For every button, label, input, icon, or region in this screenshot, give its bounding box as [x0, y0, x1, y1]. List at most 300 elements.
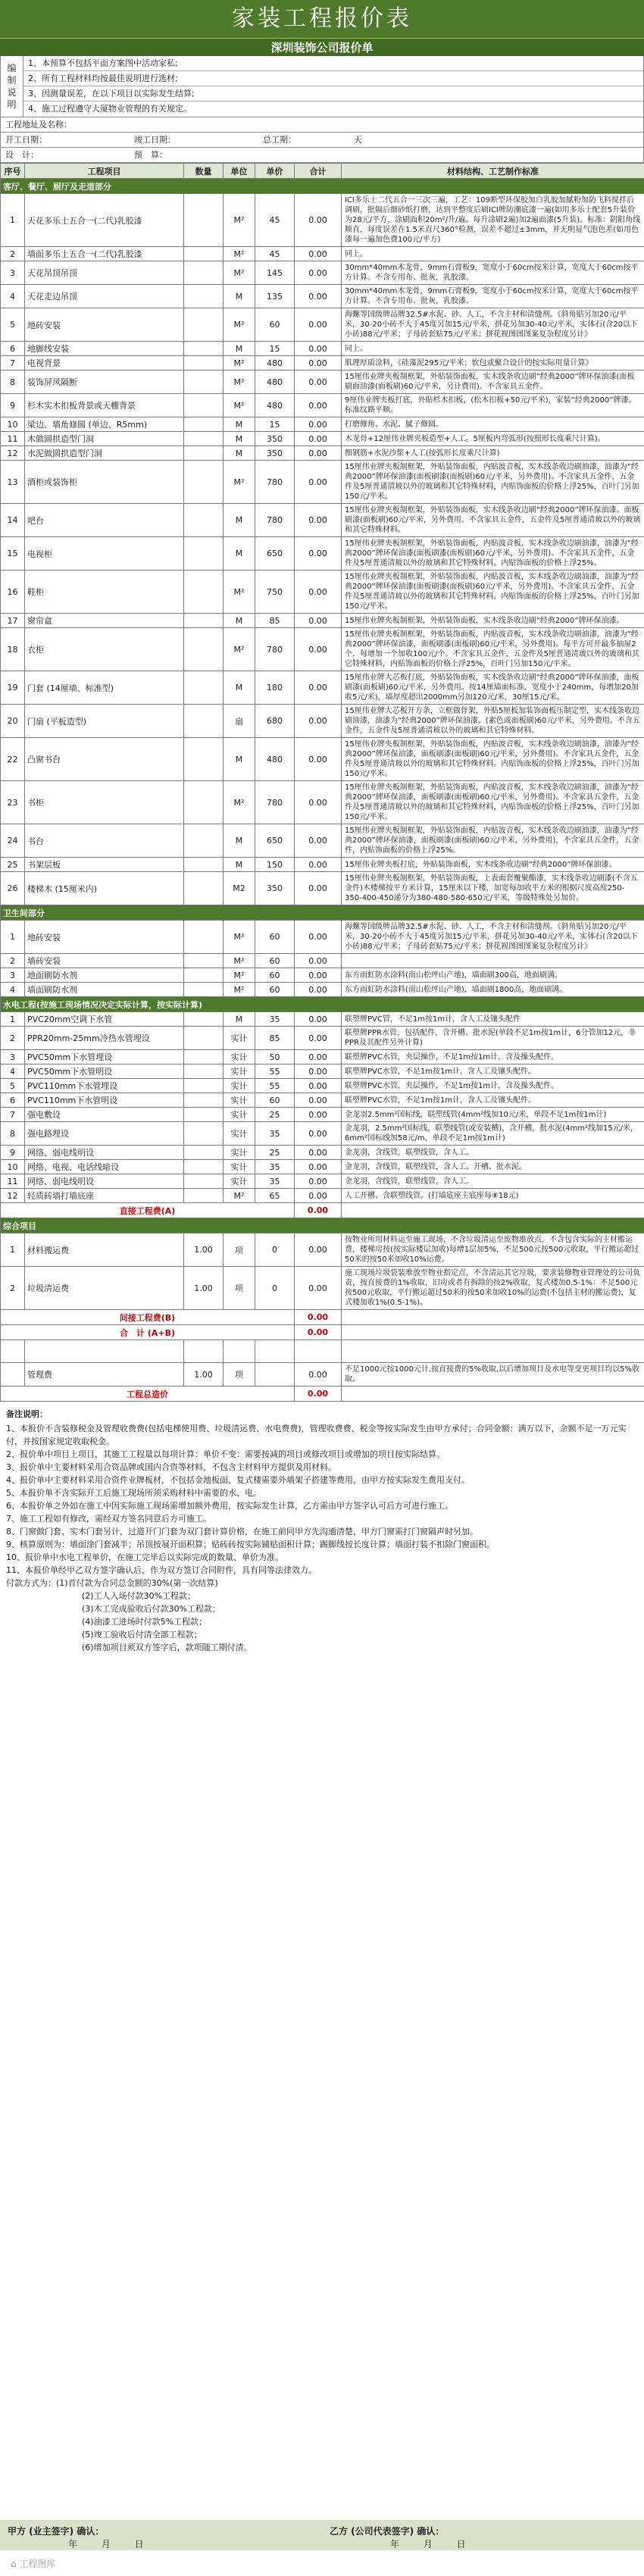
quantity	[184, 356, 224, 370]
item-name: PPR20mm-25mm冷热水管埋设	[25, 1027, 184, 1050]
quantity: 1.00	[184, 1233, 224, 1267]
table-row	[1, 705, 644, 738]
unit-price: 135	[255, 285, 295, 308]
unit: 实计	[224, 1146, 255, 1160]
section-header	[1, 905, 644, 921]
item-name: PVC20mm空调下水管	[25, 1012, 184, 1027]
table-row	[1, 1050, 644, 1064]
quantity	[184, 1064, 224, 1079]
quantity	[184, 1108, 224, 1122]
item-name: 吧台	[25, 504, 184, 537]
signature-row	[0, 2520, 644, 2550]
unit: 实计	[224, 1108, 255, 1122]
col-header: 合计	[295, 164, 342, 179]
row-index: 23	[1, 781, 25, 824]
unit-price: 25	[255, 1108, 295, 1122]
row-total: 0.00	[295, 1174, 342, 1189]
unit-price: 0	[255, 1233, 295, 1267]
unit-price: 780	[255, 504, 295, 537]
item-name: 窗帘盒	[25, 614, 184, 628]
item-name: 地砖安装	[25, 308, 184, 342]
item-name: 墙砖安装	[25, 954, 184, 968]
unit-price: 60	[255, 983, 295, 997]
material-standard: 金龙羽，2.5mm²国标线，联塑线管(或安装槽)，含开槽，批水泥(4mm²线加15元/米，6mm²国标线加58元/m，单段不足1m按1m计)	[342, 1122, 644, 1146]
row-index: 7	[1, 356, 25, 370]
section-title: 水电工程(按施工现场情况决定实际计算，按实际计算)	[1, 997, 644, 1012]
row-index: 3	[1, 968, 25, 983]
unit: M²	[224, 781, 255, 824]
row-total: 0.00	[295, 308, 342, 342]
payment-list	[6, 1590, 638, 1654]
quantity	[184, 308, 224, 342]
unit: M	[224, 671, 255, 705]
row-index: 25	[1, 858, 25, 872]
unit: M²	[224, 968, 255, 983]
row-total: 0.00	[295, 356, 342, 370]
item-name: 网络、弱电线明设	[25, 1174, 184, 1189]
remark-item: 3、报价单中主要材料采用合资品牌或国内合资等材料，不包含主材料甲方提供及用材料。	[6, 1462, 336, 1472]
quantity	[184, 537, 224, 571]
unit-price: 150	[255, 858, 295, 872]
unit: M2	[224, 872, 255, 905]
quantity	[184, 614, 224, 628]
material-standard: 打磨修角、水泥、腻子修圆。	[342, 417, 644, 432]
unit-price: 35	[255, 1122, 295, 1146]
row-index: 4	[1, 983, 25, 997]
table-row	[1, 1174, 644, 1189]
item-name: PVC110mm下水管明设	[25, 1093, 184, 1108]
row-index: 22	[1, 738, 25, 781]
quantity	[184, 1174, 224, 1189]
quantity	[184, 1079, 224, 1093]
col-header: 数量	[184, 164, 224, 179]
table-row	[1, 342, 644, 356]
row-total: 0.00	[295, 781, 342, 824]
item-name: 衣柜	[25, 628, 184, 671]
blank	[342, 1203, 644, 1218]
unit-price: 60	[255, 308, 295, 342]
table-row	[1, 824, 644, 858]
row-index: 8	[1, 1122, 25, 1146]
date-row: 开工日期： 竣工日期： 总工期： 天	[0, 133, 644, 148]
table-row	[1, 872, 644, 905]
material-standard: 15厘伟业牌夹板制框架，外贴装饰面板，实木线条收边刷“经典2000”牌环保油漆。	[342, 614, 644, 628]
table-row	[1, 1093, 644, 1108]
material-standard: 15厘伟业牌夹板制框架，外贴装饰面板，内贴波音板，实木线条收边刷油漆，油漆为“经典2000”牌环保油漆，面板刷漆(面板刷)60元/平米，另外费用)。不含家具五金件，五金件及5厘普通清玻以外的玻璃和其它特殊材料。内贴饰面板的价格上浮25%，百叶门另加150元/平米。	[342, 738, 644, 781]
payment-item: (5)竣工验收后付清全部工程款；	[82, 1630, 202, 1640]
material-standard: 15厘伟业牌夹板制框架，外贴装饰面板，内贴波音板，实木线条收边刷油漆，油漆为“经典2000”牌环保油漆，面板刷漆(面板刷)60元/平米，另外费用)。不含家具五金件，五金件及5厘普通清玻以外的玻璃和其它特殊材料，内贴饰面板的价格上浮25%，百叶门另加150元/平米。	[342, 781, 644, 824]
row-total: 0.00	[295, 446, 342, 461]
row-index: 4	[1, 285, 25, 308]
unit: M	[224, 504, 255, 537]
quantity	[184, 858, 224, 872]
quantity	[184, 1027, 224, 1050]
item-name: PVC110mm下水管埋设	[25, 1079, 184, 1093]
material-standard: 海螺等国级牌品牌32.5#水泥、砂、人工，不含主材和清缝剂。《斜角贴另加20元/平米，30-20小砖不大于45度另加15元/平米，拼花另加30-40元/平米，实体石(含20以下小砖)88元/平米；子母砖套贴75元/平米；拼花视图图图案复杂程度另计》	[342, 308, 644, 342]
material-standard: 海螺等国级牌品牌32.5#水泥、砂、人工，不含主材和清缝剂。《斜角贴另加20元/平米，30-20小砖不大于45度另加15元/平米，拼花另加30-40元/平米，实体石(含20以下小砖)88元/平米；子母砖套贴75元/平米；拼花视图图图案复杂程度另计》	[342, 921, 644, 954]
blank	[25, 1340, 184, 1363]
subtotal-label: 直接工程费(A)	[1, 1203, 295, 1218]
unit-price: 680	[255, 705, 295, 738]
unit-price: 15	[255, 417, 295, 432]
unit-price: 85	[255, 614, 295, 628]
row-total: 0.00	[295, 824, 342, 858]
material-standard: 15厘伟业牌大芯板开方条，立框做骨架，外贴5厘板加装饰面板压制定型，实木线条收边刷油漆，油漆为“经典2000”牌环保油漆。(素色或面板刷)60元/平米，另外费用。不含五金件，五金件及5厘普通清玻以外的玻璃和其它特殊材料。	[342, 705, 644, 738]
direct-cost-row	[1, 1203, 644, 1218]
row-total: 0.00	[295, 394, 342, 417]
row-total: 0.00	[295, 1064, 342, 1079]
material-standard: 30mm*40mm木龙骨，9mm石膏板9，宽度小于60cm按米计算，宽度大于60cm按平方计算。不含专用布、批灰，乳胶漆。	[342, 261, 644, 285]
remark-item: 8、门窗做门套、实木门套另计，过道开门门套为双门套计算价格，在施工前同甲方先沟通清楚，甲方门窗需打门窗隔声时另加。	[6, 1527, 478, 1537]
quantity	[184, 571, 224, 614]
row-index: 3	[1, 261, 25, 285]
item-name: 地脚线安装	[25, 342, 184, 356]
material-standard: 30mm*40mm木龙骨，9mm石膏板9，宽度小于60cm按米计算，宽度大于60cm按平方计算。不含专用布、批灰，乳胶漆。	[342, 285, 644, 308]
blank	[342, 1340, 644, 1363]
unit-price: 650	[255, 537, 295, 571]
blank	[342, 1310, 644, 1325]
total-row	[1, 1325, 644, 1340]
material-standard: 15厘伟业牌夹板打底，外贴装饰面板，实木线条收边刷“经典2000”牌环保油漆。	[342, 858, 644, 872]
quantity	[184, 504, 224, 537]
material-standard: 同上。	[342, 342, 644, 356]
item-name: PVC50mm下水管埋设	[25, 1050, 184, 1064]
row-index: 13	[1, 461, 25, 504]
row-total: 0.00	[295, 1363, 342, 1386]
table-row	[1, 432, 644, 446]
unit: 实计	[224, 1064, 255, 1079]
quantity: 1.00	[184, 1363, 224, 1386]
remark-item: 4、报价单中主要材料采用合资件业牌板材，不包括金地板面、复式楼需要外墙架子搭建等费用，由甲方按实际发生费用支付。	[6, 1475, 470, 1485]
remark-item: 10、报价单中水电工程单价，在施工完毕后以实际完成的数量、单价为准。	[6, 1552, 283, 1562]
remark-item: 6、本报价单之外如在施工中因实际施工现场需增加额外费用，按实际发生计算，乙方需由甲方签字认可后方可进行施工。	[6, 1501, 453, 1511]
item-name: 木做圆拱造型门洞	[25, 432, 184, 446]
unit: 实计	[224, 1174, 255, 1189]
row-index: 11	[1, 1174, 25, 1189]
table-row	[1, 308, 644, 342]
table-row	[1, 504, 644, 537]
item-name: 书柜	[25, 781, 184, 824]
item-name: 电视柜	[25, 537, 184, 571]
col-header: 单位	[224, 164, 255, 179]
material-standard: 15厘伟业牌夹板制框架，外贴装饰面板，实木线条收边刷“经典2000”牌环保油漆(面板刷面油漆(面板刷)60元/平米，另计费用)。不含家具五金件。	[342, 370, 644, 394]
unit: M²	[224, 194, 255, 247]
material-standard: 不足1000元按1000元计,按直接费的5%收取,以后增加项目及水电等变更项目均以5%收取。	[342, 1363, 644, 1386]
material-standard: 东方雨虹防水涂料(南山松坪山产地)，墙面刷1800高，地面刷满。	[342, 983, 644, 997]
quantity	[184, 194, 224, 247]
table-row	[1, 921, 644, 954]
unit: M²	[224, 356, 255, 370]
row-total: 0.00	[295, 705, 342, 738]
unit-price: 65	[255, 1189, 295, 1203]
row-total: 0.00	[295, 504, 342, 537]
table-row	[1, 571, 644, 614]
table-row	[1, 370, 644, 394]
material-standard: 金龙羽，含线管，联塑线管，含人工。	[342, 1174, 644, 1189]
row-total: 0.00	[295, 342, 342, 356]
notes-box	[0, 56, 644, 117]
row-index: 12	[1, 446, 25, 461]
table-row	[1, 247, 644, 261]
row-total: 0.00	[295, 1093, 342, 1108]
unit: M²	[224, 1189, 255, 1203]
row-index: 2	[1, 954, 25, 968]
unit: M²	[224, 461, 255, 504]
remark-item: 11、本报价单经甲乙双方签字确认后，作为双方签订合同附件，具有同等法律效力。	[6, 1565, 317, 1575]
material-standard: 联塑牌PPR水管，包括配件，含开槽、批水泥(单段不足1m按1m计，6分管加12元，非PPR及其配件另外计算)	[342, 1027, 644, 1050]
note-item: 3、因测量误差，在以下项目以实际发生结算;	[23, 86, 643, 102]
page-title: 家装工程报价表	[0, 0, 644, 38]
material-standard: 金龙羽2.5mm²国标线，联塑线管(4mm²线加10元/米，单段不足1m按1m计)	[342, 1108, 644, 1122]
table-row	[1, 628, 644, 671]
table-row	[1, 417, 644, 432]
table-row	[1, 614, 644, 628]
unit: M	[224, 432, 255, 446]
material-standard: 15厘伟业牌夹板制框架，外贴装饰面板，内贴波音板，实木线条收边刷油漆，油漆为“经典2000”牌环保油漆(面板刷漆(面板刷)60元/平米，另外费用)。不含家具五金件，五金件及5厘普通清玻以外的玻璃和其它特殊材料，内贴饰面板的价格上浮25%，百叶门另加150元/平米。	[342, 461, 644, 504]
material-standard: 联塑牌PVC水管，不足1m按1m计，含人工及镶头配件。	[342, 1064, 644, 1079]
quantity	[184, 628, 224, 671]
quantity	[184, 1146, 224, 1160]
unit-price: 480	[255, 738, 295, 781]
table-row	[1, 1189, 644, 1203]
quote-table	[0, 163, 644, 1402]
material-standard: 人工开槽、含联塑线管。(打墙底座主底座每⑧18元)	[342, 1189, 644, 1203]
remark-item: 7、施工工程如有修改，需经双方签名同意后方可施工。	[6, 1514, 211, 1524]
row-index: 5	[1, 308, 25, 342]
section-header	[1, 997, 644, 1012]
row-index: 16	[1, 571, 25, 614]
table-row	[1, 1027, 644, 1050]
unit: 项	[224, 1267, 255, 1310]
item-name: 地砖安装	[25, 921, 184, 954]
table-row	[1, 1122, 644, 1146]
table-row	[1, 781, 644, 824]
subtotal-value: 0.00	[295, 1386, 342, 1402]
item-name: 装饰屏风隔断	[25, 370, 184, 394]
unit-price: 350	[255, 432, 295, 446]
unit: M²	[224, 394, 255, 417]
row-total: 0.00	[295, 614, 342, 628]
row-total: 0.00	[295, 1108, 342, 1122]
unit-price: 35	[255, 1012, 295, 1027]
payment-item: (2)工人入场付款30%工程款；	[82, 1591, 196, 1601]
table-row	[1, 1233, 644, 1267]
item-name: 天花吊顶吊顶	[25, 261, 184, 285]
item-name: 管理费	[25, 1363, 184, 1386]
quantity	[184, 1189, 224, 1203]
table-row	[1, 446, 644, 461]
indirect-cost-row	[1, 1310, 644, 1325]
table-row	[1, 954, 644, 968]
subtotal-label: 工程总造价	[1, 1386, 295, 1402]
material-standard: 联塑牌PVC水管，不足1m按1m计，含人工及镶头配件。	[342, 1093, 644, 1108]
section-title: 卫生间部分	[1, 905, 644, 921]
table-row	[1, 1064, 644, 1079]
blank	[1, 1340, 25, 1363]
quantity	[184, 824, 224, 858]
subtotal-value: 0.00	[295, 1325, 342, 1340]
note-item: 4、施工过程遵守大厦物业管理的有关规定。	[28, 104, 192, 114]
row-total: 0.00	[295, 1027, 342, 1050]
unit: M²	[224, 370, 255, 394]
payment-item: (4)油漆工进场时付款5%工程款；	[82, 1617, 208, 1627]
item-name: 天花多乐士五合一(二代)乳胶漆	[25, 194, 184, 247]
table-row	[1, 968, 644, 983]
row-total: 0.00	[295, 968, 342, 983]
unit-price: 55	[255, 1064, 295, 1079]
row-index: 7	[1, 1108, 25, 1122]
unit: M²	[224, 261, 255, 285]
table-row	[1, 738, 644, 781]
item-name: 水泥做圆拱造型门洞	[25, 446, 184, 461]
row-index: 15	[1, 537, 25, 571]
item-name: 地面刷防水剂	[25, 968, 184, 983]
material-standard: 15厘伟业牌夹板制框架，外贴装饰面板，内贴波音板，实木线条收边刷油漆，油漆为“经典2000”牌环保油漆，面板刷漆(面板刷)60元/平米，另外费用)，不含家具五金件，五金件，内贴饰面板的价格上浮25%。	[342, 824, 644, 858]
item-name: 强电敷设	[25, 1108, 184, 1122]
item-name: 电视背景	[25, 356, 184, 370]
unit: M	[224, 342, 255, 356]
material-standard: 15厘伟业牌夹板制框架，外贴装饰面板，实木线条收边刷“经典2000”牌环保油漆。面板刷漆(面板刷)60元/平米，另外费用。不含家具五金件，五金件及5厘普通清玻以外的玻璃和其它特殊材料。	[342, 504, 644, 537]
unit-price: 750	[255, 571, 295, 614]
payment-item: (6)增加项目须双方签字后，款项随工期付清。	[82, 1643, 252, 1652]
blank	[255, 1340, 295, 1363]
quantity	[184, 968, 224, 983]
material-standard: 同上。	[342, 247, 644, 261]
row-total: 0.00	[295, 1012, 342, 1027]
row-total: 0.00	[295, 1233, 342, 1267]
blank	[184, 1340, 224, 1363]
row-index: 17	[1, 614, 25, 628]
row-index: 19	[1, 671, 25, 705]
notes-side-label: 编 制 说 明	[1, 56, 23, 117]
row-total: 0.00	[295, 571, 342, 614]
row-total: 0.00	[295, 247, 342, 261]
item-name: 墙面多乐士五合一(二代)乳胶漆	[25, 247, 184, 261]
row-total: 0.00	[295, 1160, 342, 1174]
unit: M	[224, 285, 255, 308]
row-total: 0.00	[295, 671, 342, 705]
row-index: 2	[1, 1267, 25, 1310]
table-row	[1, 194, 644, 247]
item-name: 梁边、墙角修圆 (单边、R5mm)	[25, 417, 184, 432]
col-header: 工程项目	[25, 164, 184, 179]
designer-row: 设 计： 预 算：	[0, 148, 644, 163]
unit-price: 650	[255, 824, 295, 858]
item-name: 强电路埋设	[25, 1122, 184, 1146]
watermark: ⌂ 工程图库	[11, 2559, 56, 2569]
material-standard: 联塑牌PVC水管，夹层操作，不足1m按1m计，含及操头配件。	[342, 1079, 644, 1093]
item-name: 酒柜或装饰柜	[25, 461, 184, 504]
row-index: 1	[1, 194, 25, 247]
address-row: 工程地址及名称：	[0, 117, 644, 133]
material-standard: 木龙骨+12厘伟业牌夹板造型+人工。5厘板内弯弧形(按照形长度乘尺计算)。	[342, 432, 644, 446]
row-total: 0.00	[295, 432, 342, 446]
table-row	[1, 1108, 644, 1122]
unit: 项	[224, 1233, 255, 1267]
note-item: 1、本预算不包括平面方案图中活动家私;	[23, 56, 643, 71]
unit-price: 480	[255, 394, 295, 417]
unit: 实计	[224, 1093, 255, 1108]
quantity: 1.00	[184, 1267, 224, 1310]
row-total: 0.00	[295, 858, 342, 872]
row-index: 9	[1, 394, 25, 417]
item-name: 垃圾清运费	[25, 1267, 184, 1310]
payment-item: (3)木工完成验收后付款30%工程款；	[82, 1604, 221, 1614]
unit: 实计	[224, 1122, 255, 1146]
item-name: 凸窗书台	[25, 738, 184, 781]
unit-price: 60	[255, 921, 295, 954]
unit: M	[224, 824, 255, 858]
table-row	[1, 858, 644, 872]
table-row	[1, 1146, 644, 1160]
unit-price: 60	[255, 968, 295, 983]
row-total: 0.00	[295, 921, 342, 954]
unit-price: 480	[255, 356, 295, 370]
unit-price: 350	[255, 446, 295, 461]
remark-item: 1、本报价不含装修税金及管理收费费(包括电梯使用费、垃圾清运费、水电费费)，管理收费费、税金等按实际发生由甲方承付；合同金额：满万以下，余额不足一万元实付，并按国家规定收取税金。	[6, 1424, 627, 1446]
remarks	[0, 1402, 644, 1654]
note-item: 2、所有工程材料均按最佳说明进行选材;	[23, 71, 643, 86]
unit: M²	[224, 954, 255, 968]
unit: 扇	[224, 705, 255, 738]
subtotal-label: 合 计 (A+B)	[1, 1325, 295, 1340]
material-standard: 肌理厚质涂料，《硅藻泥295元/平米；软包或聚合设计的按实际用量计算》	[342, 356, 644, 370]
row-total: 0.00	[295, 417, 342, 432]
table-row	[1, 1079, 644, 1093]
item-name: PVC50mm下水管明设	[25, 1064, 184, 1079]
unit-price: 480	[255, 370, 295, 394]
material-standard: 15厘伟业牌夹板制框架，外贴装饰面板，内贴波音板，实木线条收边刷油漆，油漆为“经典2000”牌环保油漆(面板刷漆(面板刷)60元/平米，另外费用)。不含家具五金件，五金件及5厘普通清玻以外的玻璃和其它特殊材料。内贴饰面板的价格上浮25%。	[342, 537, 644, 571]
material-standard: 联塑牌PVC管，不足1m按1m计，含人工及镶头配件	[342, 1012, 644, 1027]
row-index: 6	[1, 342, 25, 356]
subtotal-label: 间接工程费(B)	[1, 1310, 295, 1325]
row-total: 0.00	[295, 1146, 342, 1160]
quantity	[184, 781, 224, 824]
row-index: 24	[1, 824, 25, 858]
row-total: 0.00	[295, 1122, 342, 1146]
row-total: 0.00	[295, 954, 342, 968]
unit: 项	[224, 1363, 255, 1386]
row-index: 26	[1, 872, 25, 905]
table-row	[1, 1267, 644, 1310]
quantity	[184, 285, 224, 308]
section-title: 客厅、餐厅、厨厅及走道部分	[1, 179, 644, 194]
row-index: 10	[1, 417, 25, 432]
party-a-sign: 甲方 (业主签字) 确认： 年 月 日	[8, 2526, 155, 2549]
quantity	[184, 705, 224, 738]
quantity	[184, 1012, 224, 1027]
table-row	[1, 671, 644, 705]
remark-item: 5、本报价单不含实际开工后施工现场所须采购材料中需要的水、电。	[6, 1488, 261, 1498]
row-total: 0.00	[295, 261, 342, 285]
material-standard: 15厘伟业牌大芯板打底，外贴装饰面板，实木线条收边刷“经典2000”牌环保油漆，面板刷漆(面板刷)60元/平米，另外费用。按14厘墙面标准，宽度小于240mm，每增加20加收5元/米)，墙厚度超出2000mm另加120元/米，30厘15元/米。	[342, 671, 644, 705]
material-standard: 15厘伟业牌夹板制框架，外贴装饰面板，内贴波音板，实木线条收边刷油漆，油漆为“经典2000”牌环保油漆，面板刷漆(面板刷)60元/平米，另外费用)。每平方可开最多抽屉2个，每增加一个加收100元/个。不含家具五金件，五金件及5厘普通清玻以外的玻璃和其它特殊材料，内贴饰面板的价格上浮25%，百叶门另加150元/平米。	[342, 628, 644, 671]
unit-price: 780	[255, 781, 295, 824]
quantity	[184, 370, 224, 394]
material-standard: 金龙羽，含线管，联塑线管，含人工。	[342, 1146, 644, 1160]
row-index: 11	[1, 432, 25, 446]
row-index: 3	[1, 1050, 25, 1064]
table-row	[1, 356, 644, 370]
row-total: 0.00	[295, 1050, 342, 1064]
quantity	[184, 983, 224, 997]
row-total: 0.00	[295, 370, 342, 394]
item-name: 书台	[25, 824, 184, 858]
unit: M²	[224, 571, 255, 614]
unit-price: 180	[255, 671, 295, 705]
row-index	[1, 1363, 25, 1386]
payment-title: 付款方式为：(1)首付款为合同总金额的30%(第一次结算)	[6, 1578, 218, 1588]
